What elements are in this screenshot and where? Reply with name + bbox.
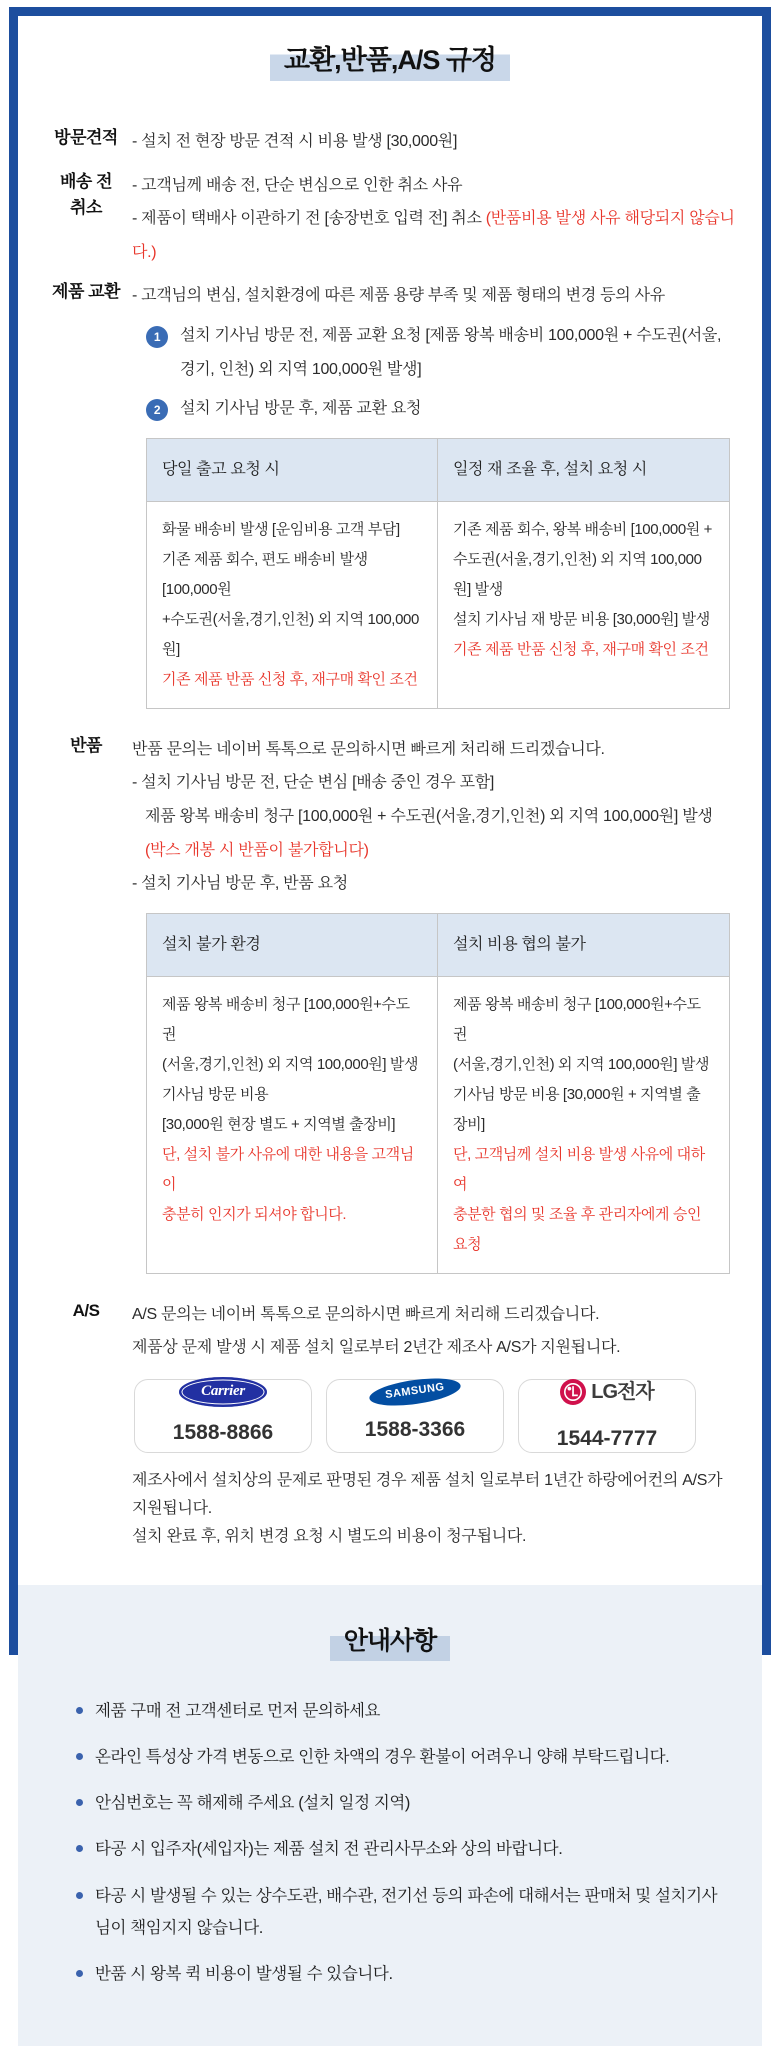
- lg-logo-text: LG전자: [591, 1380, 654, 1403]
- returns-line3: (박스 개봉 시 반품이 불가합니다): [145, 841, 369, 859]
- section-cancel: [40, 163, 740, 270]
- notice-bullet: [76, 1833, 722, 1865]
- cancel-line2: [132, 202, 740, 269]
- notice-bullet-text: 안심번호는 꼭 해제해 주세요 (설치 일정 지역): [95, 1794, 410, 1813]
- as-intro2: 제품상 문제 발생 시 제품 설치 일로부터 2년간 제조사 A/S가 지원됩니다.: [132, 1339, 621, 1357]
- policy-page: [9, 7, 771, 1983]
- table-line: 기사님 방문 비용: [162, 1085, 269, 1103]
- returns-table-header-right: 설치 비용 협의 불가: [438, 914, 729, 977]
- exchange-line1: - 고객님의 변심, 설치환경에 따른 제품 용량 부족 및 제품 형태의 변경 등의 사유: [132, 287, 665, 305]
- table-line: [30,000원 현장 별도 + 지역별 출장비]: [162, 1115, 396, 1133]
- returns-table-cell-left: [147, 977, 438, 1273]
- bullet-dot-icon: [76, 1707, 83, 1714]
- bullet-dot-icon: [76, 1845, 83, 1852]
- page-title-wrap: [18, 38, 762, 81]
- card-samsung: [326, 1379, 504, 1453]
- returns-line4: - 설치 기사님 방문 후, 반품 요청: [132, 875, 348, 893]
- table-line: 화물 배송비 발생 [운임비용 고객 부담]: [162, 520, 400, 538]
- notice-bullet-list: [18, 1695, 762, 1990]
- samsung-logo-icon: [368, 1374, 462, 1410]
- cancel-line1: - 고객님께 배송 전, 단순 변심으로 인한 취소 사유: [132, 176, 463, 194]
- table-line: 제품 왕복 배송비 청구 [100,000원+수도권: [162, 995, 410, 1043]
- exchange-table-header-left: 당일 출고 요청 시: [147, 439, 438, 502]
- returns-label: 반품: [70, 735, 102, 755]
- cancel-label: [40, 163, 132, 222]
- notice-bullet-text: 반품 시 왕복 퀵 비용이 발생될 수 있습니다.: [95, 1964, 393, 1983]
- carrier-logo-text: Carrier: [201, 1383, 245, 1400]
- notice-section: [18, 1585, 762, 2046]
- cancel-label-line1: 배송 전: [60, 171, 112, 191]
- cancel-label-line2: 취소: [70, 197, 102, 217]
- notice-title-wrap: [18, 1621, 762, 1661]
- as-intro1: A/S 문의는 네이버 톡톡으로 문의하시면 빠르게 처리해 드리겠습니다.: [132, 1305, 600, 1323]
- table-line-red: 충분한 협의 및 조율 후 관리자에게 승인 요청: [453, 1205, 702, 1253]
- table-line: 기사님 방문 비용 [30,000원 + 지역별 출장비]: [453, 1085, 701, 1133]
- lg-logo-icon: [560, 1371, 653, 1413]
- table-line: (서울,경기,인천) 외 지역 100,000원] 발생: [162, 1055, 419, 1073]
- as-footer1: 제조사에서 설치상의 문제로 판명된 경우 제품 설치 일로부터 1년간 하랑에어컨의 A/S가 지원됩니다.: [132, 1471, 723, 1517]
- notice-title: 안내사항: [330, 1621, 451, 1661]
- exchange-table-header-right: 일정 재 조율 후, 설치 요청 시: [438, 439, 729, 502]
- table-line: 수도권(서울,경기,인천) 외 지역 100,000원] 발생: [453, 550, 702, 598]
- notice-bullet-text: 온라인 특성상 가격 변동으로 인한 차액의 경우 환불이 어려우니 양해 부탁드립니다.: [95, 1748, 670, 1767]
- cancel-line2-main: - 제품이 택배사 이관하기 전 [송장번호 입력 전] 취소: [132, 210, 486, 228]
- visit-quote-line: - 설치 전 현장 방문 견적 시 비용 발생 [30,000원]: [132, 133, 458, 150]
- cancel-line2-red: (반품비용 발생 사유 해당되지 않습니다.): [132, 210, 735, 261]
- table-line: 기존 제품 회수, 왕복 배송비 [100,000원 +: [453, 520, 713, 538]
- samsung-logo-text: SAMSUNG: [384, 1381, 446, 1402]
- as-footer2: 설치 완료 후, 위치 변경 요청 시 별도의 비용이 청구됩니다.: [132, 1527, 527, 1545]
- lg-symbol-icon: [560, 1379, 586, 1405]
- visit-quote-label: 방문견적: [54, 128, 118, 147]
- returns-line1: - 설치 기사님 방문 전, 단순 변심 [배송 중인 경우 포함]: [132, 774, 495, 792]
- table-line-red: 기존 제품 반품 신청 후, 재구매 확인 조건: [162, 670, 418, 688]
- section-as: [40, 1292, 740, 1551]
- notice-bullet: [76, 1958, 722, 1990]
- notice-bullet-text: 타공 시 입주자(세입자)는 제품 설치 전 관리사무소와 상의 바랍니다.: [95, 1840, 563, 1859]
- table-line-red: 충분히 인지가 되셔야 합니다.: [162, 1205, 347, 1223]
- exchange-table-cell-left: [147, 502, 438, 708]
- table-line: 설치 기사님 재 방문 비용 [30,000원] 발생: [453, 610, 710, 628]
- exchange-item-1-text: 설치 기사님 방문 전, 제품 교환 요청 [제품 왕복 배송비 100,000원 + 수도권(서울, 경기, 인천) 외 지역 100,000원 발생]: [180, 326, 722, 378]
- carrier-logo-icon: [179, 1377, 267, 1407]
- returns-table-cell-right: [438, 977, 729, 1273]
- exchange-label: 제품 교환: [52, 282, 120, 302]
- bullet-dot-icon: [76, 1799, 83, 1806]
- section-exchange: [40, 273, 740, 722]
- table-line-red: 단, 설치 불가 사유에 대한 내용을 고객님이: [162, 1145, 414, 1193]
- as-brand-cards: [134, 1379, 740, 1453]
- table-line: 기존 제품 회수, 편도 배송비 발생 [100,000원: [162, 550, 368, 598]
- as-label: A/S: [72, 1300, 100, 1320]
- carrier-phone: 1588-8866: [172, 1420, 274, 1444]
- section-visit-quote: [40, 119, 740, 159]
- exchange-item-2-text: 설치 기사님 방문 후, 제품 교환 요청: [180, 400, 422, 418]
- returns-line2: 제품 왕복 배송비 청구 [100,000원 + 수도권(서울,경기,인천) 외 지역 100,000원] 발생: [145, 807, 713, 825]
- notice-bullet: [76, 1741, 722, 1773]
- table-line: (서울,경기,인천) 외 지역 100,000원] 발생: [453, 1055, 710, 1073]
- returns-table: [146, 913, 730, 1274]
- bullet-dot-icon: [76, 1753, 83, 1760]
- notice-bullet-text: 타공 시 발생될 수 있는 상수도관, 배수관, 전기선 등의 파손에 대해서는 판매처 및 설치기사님이 책임지지 않습니다.: [95, 1886, 718, 1937]
- exchange-item-1: [146, 319, 740, 386]
- circle-1-icon: 1: [146, 326, 168, 348]
- notice-bullet-text: 제품 구매 전 고객센터로 먼저 문의하세요: [95, 1701, 381, 1720]
- table-line-red: 기존 제품 반품 신청 후, 재구매 확인 조건: [453, 640, 709, 658]
- card-carrier: [134, 1379, 312, 1453]
- exchange-table-cell-right: [438, 502, 729, 708]
- page-title: 교환,반품,A/S 규정: [270, 38, 510, 81]
- section-returns: [40, 727, 740, 1288]
- returns-table-header-left: 설치 불가 환경: [147, 914, 438, 977]
- table-line: +수도권(서울,경기,인천) 외 지역 100,000원]: [162, 610, 419, 658]
- returns-intro: 반품 문의는 네이버 톡톡으로 문의하시면 빠르게 처리해 드리겠습니다.: [132, 740, 605, 758]
- table-line-red: 단, 고객님께 설치 비용 발생 사유에 대하여: [453, 1145, 705, 1193]
- card-lg: [518, 1379, 696, 1453]
- exchange-item-2: [146, 392, 740, 426]
- circle-2-icon: 2: [146, 399, 168, 421]
- notice-bullet: [76, 1695, 722, 1727]
- notice-bullet: [76, 1880, 722, 1944]
- bullet-dot-icon: [76, 1970, 83, 1977]
- samsung-phone: 1588-3366: [364, 1417, 466, 1441]
- notice-bullet: [76, 1787, 722, 1819]
- bullet-dot-icon: [76, 1892, 83, 1899]
- exchange-table: [146, 438, 730, 709]
- lg-phone: 1544-7777: [556, 1426, 658, 1450]
- table-line: 제품 왕복 배송비 청구 [100,000원+수도권: [453, 995, 701, 1043]
